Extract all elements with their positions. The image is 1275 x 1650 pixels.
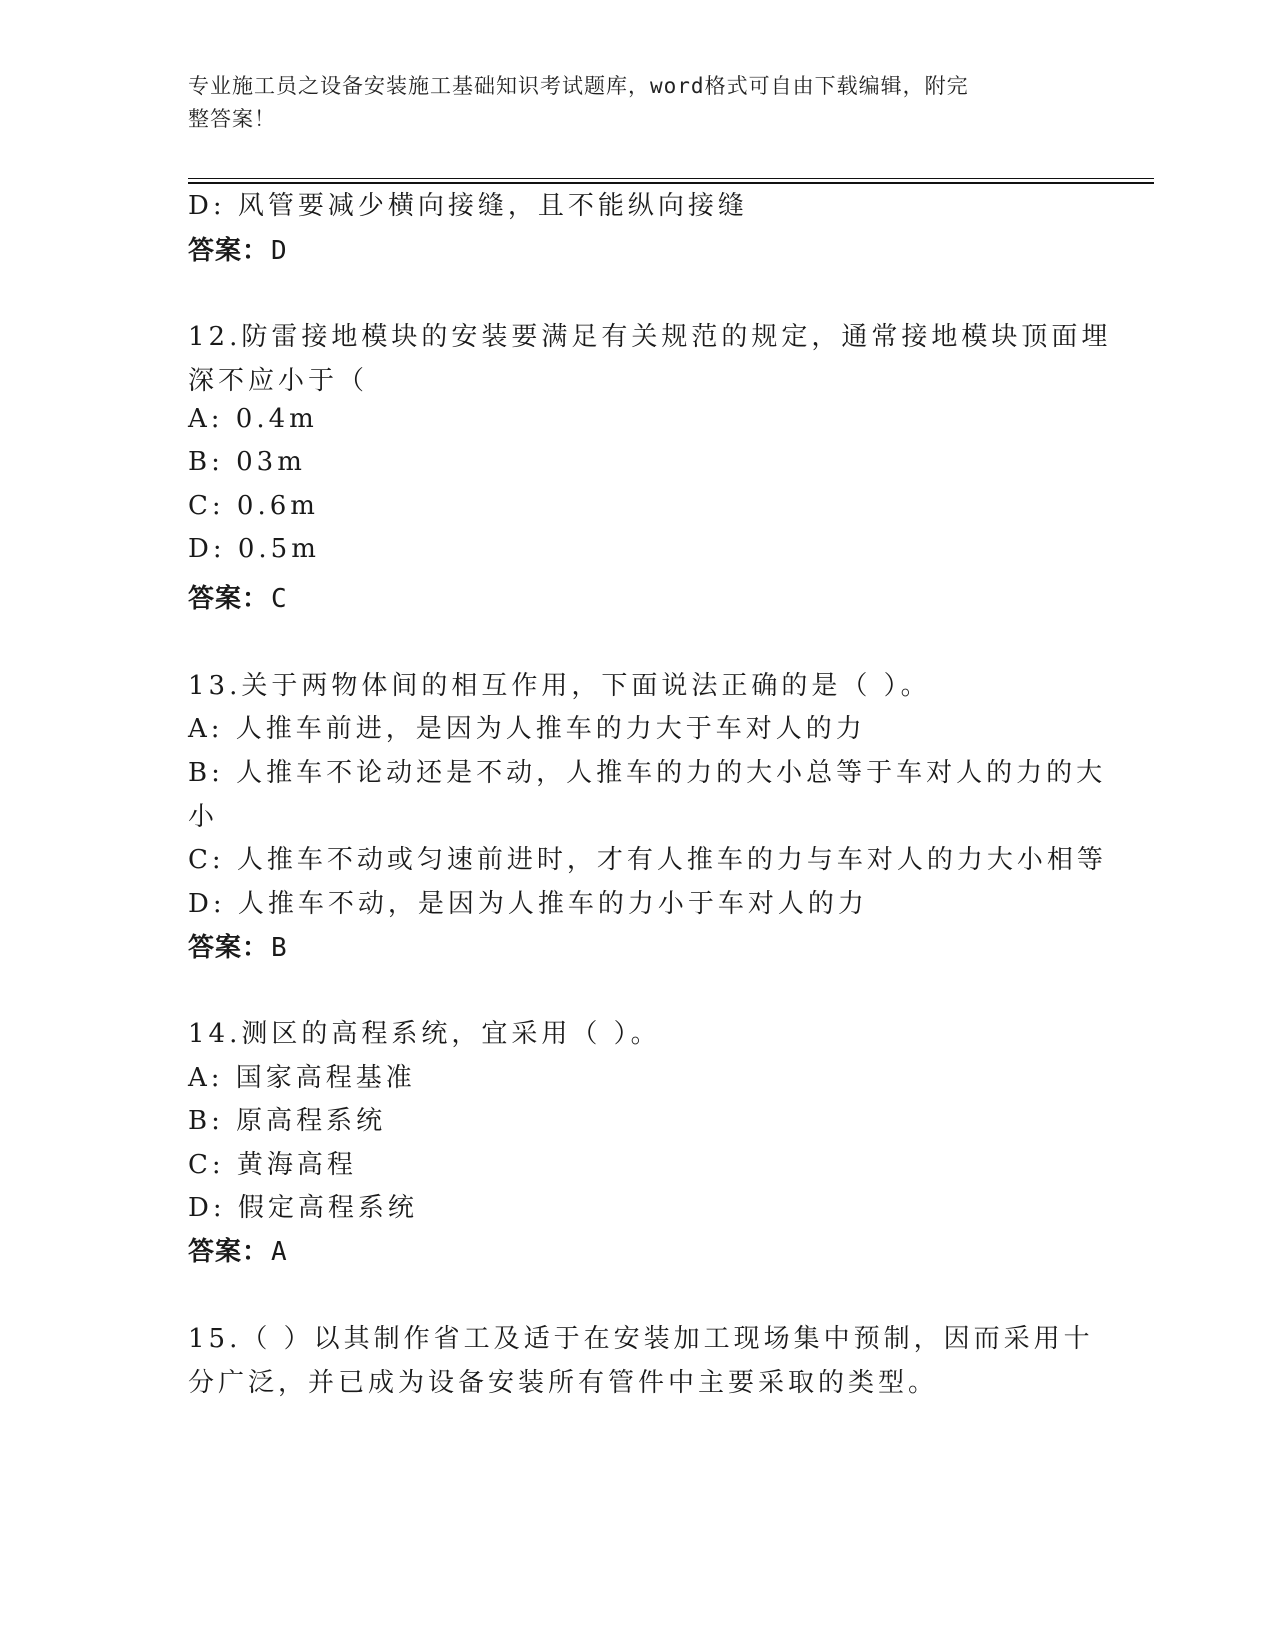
question-14-option-c: C: 黄海高程 (188, 1150, 357, 1180)
prev-option-d: D: 风管要减少横向接缝，且不能纵向接缝 (188, 191, 748, 221)
question-14-option-d: D: 假定高程系统 (188, 1193, 418, 1223)
question-13-option-d: D: 人推车不动，是因为人推车的力小于车对人的力 (188, 889, 868, 919)
question-14-option-b: B: 原高程系统 (188, 1106, 387, 1136)
question-12-option-b: B: 03m (188, 447, 306, 477)
header-divider-bottom (188, 182, 1154, 184)
answer-value: B (271, 933, 288, 963)
question-15-stem: 15.（ ）以其制作省工及适于在安装加工现场集中预制，因而采用十 (188, 1324, 1094, 1354)
question-12-option-c: C: 0.6m (188, 491, 319, 521)
question-13-option-a: A: 人推车前进，是因为人推车的力大于车对人的力 (188, 714, 866, 744)
answer-label: 答案： (188, 933, 270, 963)
question-12-option-d: D: 0.5m (188, 534, 320, 564)
question-12-answer (188, 578, 288, 615)
question-13-option-b-cont: 小 (188, 802, 219, 832)
question-13-stem: 13.关于两物体间的相互作用，下面说法正确的是（ ）。 (188, 671, 931, 701)
question-14-stem: 14.测区的高程系统，宜采用（ ）。 (188, 1019, 661, 1049)
answer-label: 答案： (188, 584, 270, 614)
prev-answer (188, 230, 288, 267)
document-header (188, 70, 1068, 136)
header-title-line-1: 专业施工员之设备安装施工基础知识考试题库，word格式可自由下载编辑，附完 (188, 74, 969, 98)
header-title-line-2: 整答案！ (188, 107, 276, 131)
question-15-stem-cont: 分广泛，并已成为设备安装所有管件中主要采取的类型。 (188, 1368, 939, 1398)
question-12-stem: 12.防雷接地模块的安装要满足有关规范的规定，通常接地模块顶面埋 (188, 322, 1112, 352)
question-13-option-c: C: 人推车不动或匀速前进时，才有人推车的力与车对人的力大小相等 (188, 845, 1107, 875)
question-14-option-a: A: 国家高程基准 (188, 1063, 416, 1093)
question-12-option-a: A: 0.4m (188, 404, 318, 434)
answer-value: D (271, 236, 288, 266)
answer-value: A (271, 1237, 288, 1267)
question-14-answer (188, 1231, 288, 1268)
question-12-stem-cont: 深不应小于（ (188, 366, 369, 396)
answer-label: 答案： (188, 1237, 270, 1267)
answer-value: C (271, 584, 288, 614)
header-divider-top (188, 178, 1154, 179)
answer-label: 答案： (188, 236, 270, 266)
question-13-answer (188, 927, 288, 964)
question-13-option-b: B: 人推车不论动还是不动，人推车的力的大小总等于车对人的力的大 (188, 758, 1107, 788)
